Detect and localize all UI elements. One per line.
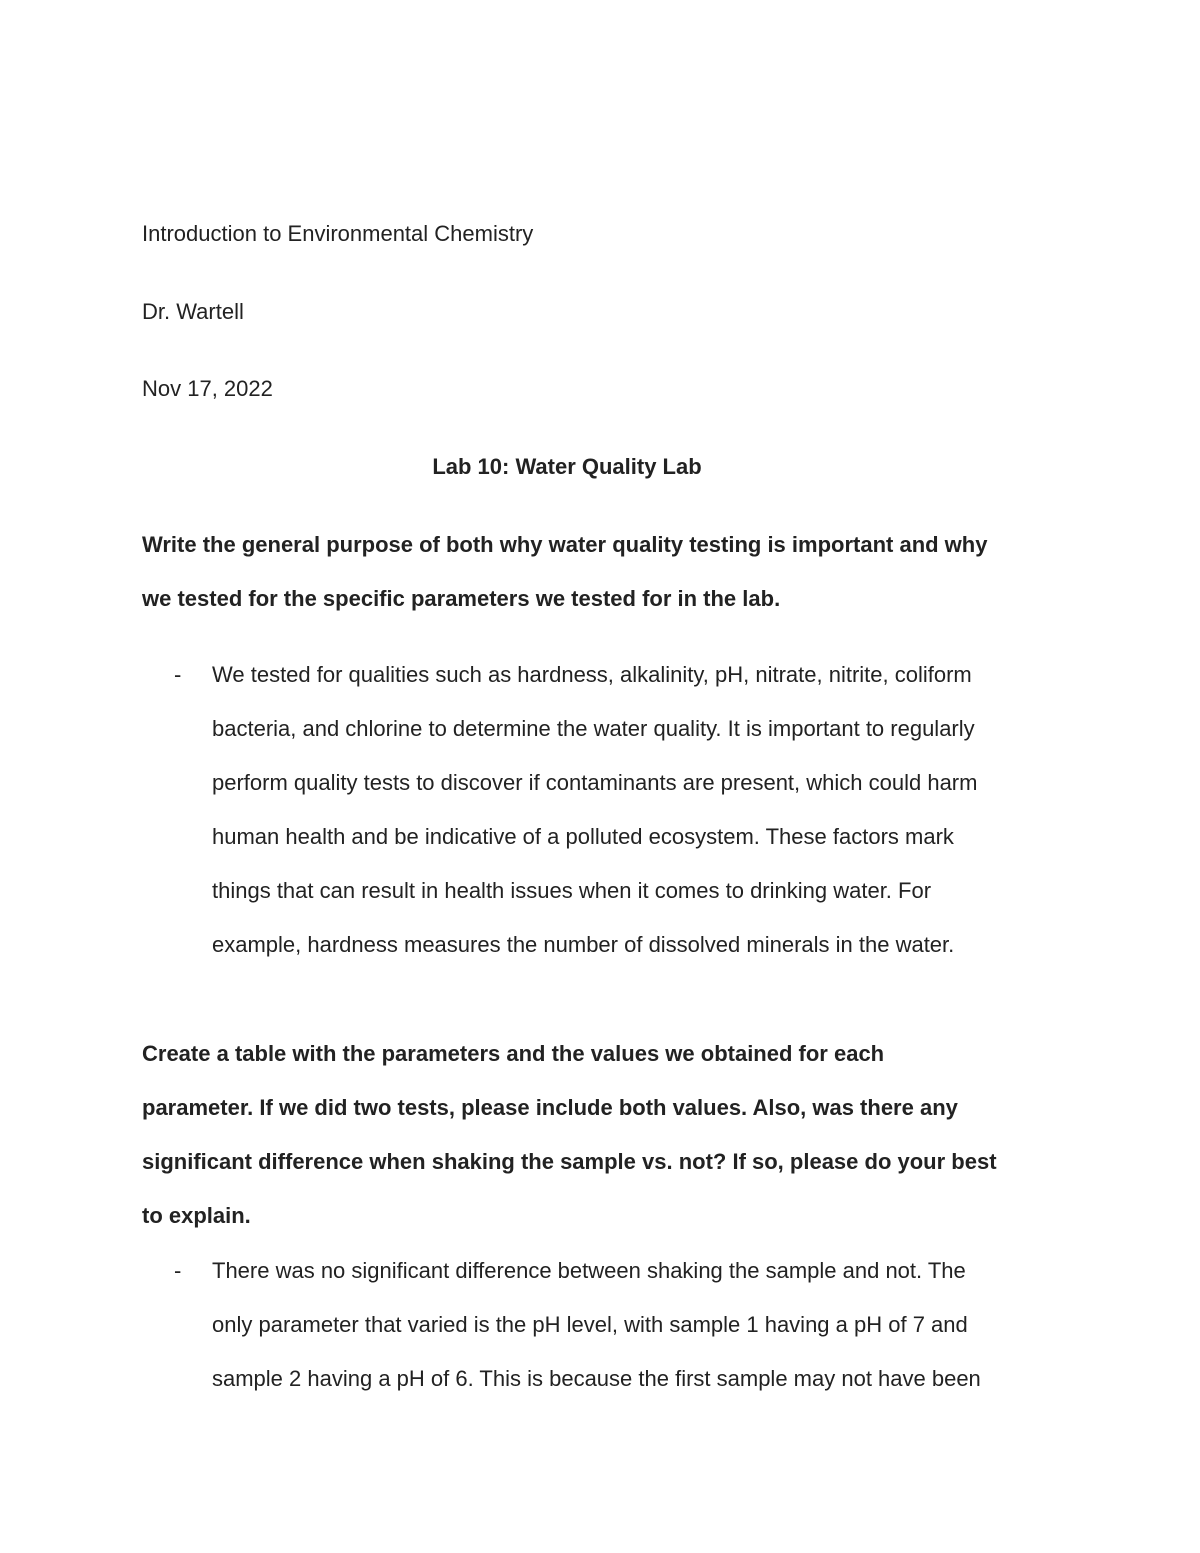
instructor-name: Dr. Wartell (142, 299, 244, 324)
question-2-line-3: significant difference when shaking the sample vs. not? If so, please do your best (142, 1149, 997, 1174)
answer-2-bullet (142, 1244, 1062, 1298)
answer-2-line-1: There was no significant difference between shaking the sample and not. The (212, 1258, 966, 1283)
answer-1-bullet (142, 648, 1062, 702)
question-2-line-2: parameter. If we did two tests, please include both values. Also, was there any (142, 1095, 958, 1120)
answer-1-line-6: example, hardness measures the number of dissolved minerals in the water. (212, 932, 955, 957)
question-1-line-2: we tested for the specific parameters we tested for in the lab. (142, 586, 781, 611)
question-2-line-1: Create a table with the parameters and the values we obtained for each (142, 1041, 885, 1066)
document-date: Nov 17, 2022 (142, 376, 273, 401)
course-name: Introduction to Environmental Chemistry (142, 221, 534, 246)
question-2-line-4: to explain. (142, 1203, 251, 1228)
answer-2-line-3: sample 2 having a pH of 6. This is because the first sample may not have been (212, 1366, 981, 1391)
bullet-dash: - (174, 662, 182, 687)
answer-1-line-4: human health and be indicative of a polluted ecosystem. These factors mark (212, 824, 954, 849)
answer-1-line-5: things that can result in health issues when it comes to drinking water. For (212, 878, 932, 903)
question-1-line-1: Write the general purpose of both why water quality testing is important and why (142, 532, 988, 557)
document-title: Lab 10: Water Quality Lab (432, 454, 702, 479)
bullet-dash: - (174, 1258, 182, 1283)
answer-2-line-2: only parameter that varied is the pH level, with sample 1 having a pH of 7 and (212, 1312, 968, 1337)
answer-1-line-1: We tested for qualities such as hardness, alkalinity, pH, nitrate, nitrite, coliform (212, 662, 972, 687)
answer-1-line-3: perform quality tests to discover if contaminants are present, which could harm (212, 770, 978, 795)
answer-1-line-2: bacteria, and chlorine to determine the water quality. It is important to regularly (212, 716, 975, 741)
